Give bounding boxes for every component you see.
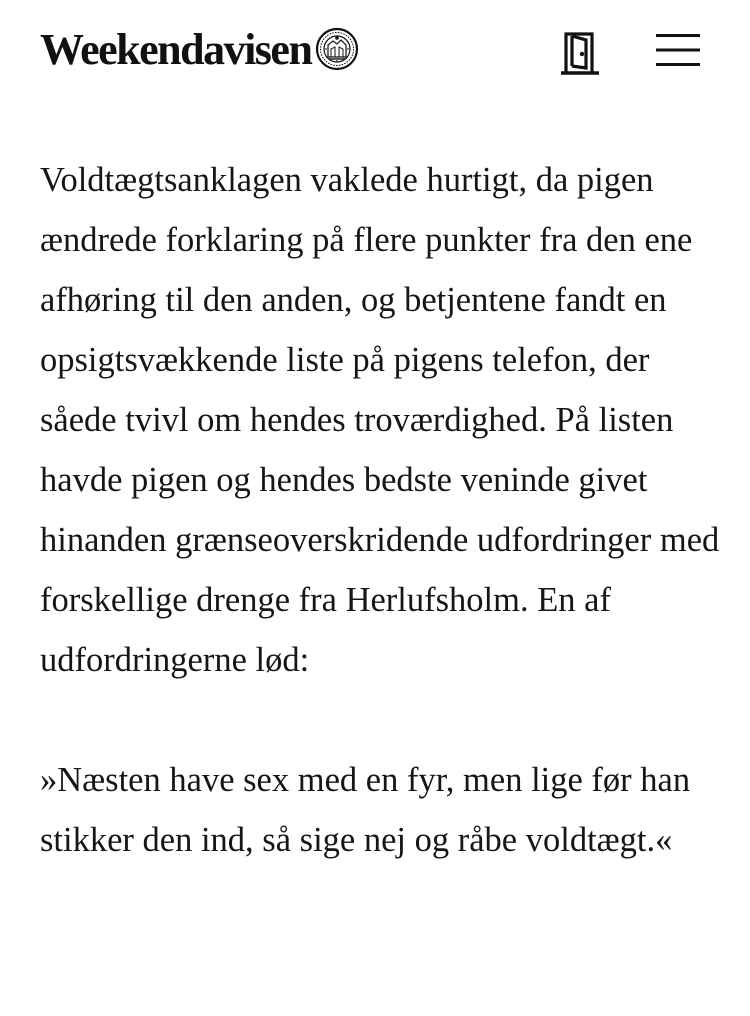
article-quote: »Næsten have sex med en fyr, men lige før han stikker den ind, så sige nej og råbe voldtægt.« <box>40 761 691 859</box>
door-login-icon <box>558 28 604 76</box>
article-paragraph: Voldtægtsanklagen vaklede hurtigt, da pigen ændrede forklaring på flere punkter fra den ene afhøring til den anden, og betjentene fandt en opsigtsvækkende liste på pigens telefon, der såede tvivl om hendes troværdighed. På listen havde pigen og hendes bedste veninde givet hinanden grænseoverskridende udfordringer med forskellige drenge fra Herlufsholm. En af udfordringerne lød: <box>40 161 720 679</box>
site-logo[interactable] <box>40 22 359 78</box>
newspaper-seal-icon <box>315 27 359 71</box>
login-button[interactable] <box>558 28 604 76</box>
logo-wordmark: Weekendavisen <box>40 25 312 74</box>
menu-button[interactable] <box>654 32 702 68</box>
hamburger-menu-icon <box>654 32 702 68</box>
site-header <box>0 0 750 100</box>
article-body <box>40 150 720 930</box>
